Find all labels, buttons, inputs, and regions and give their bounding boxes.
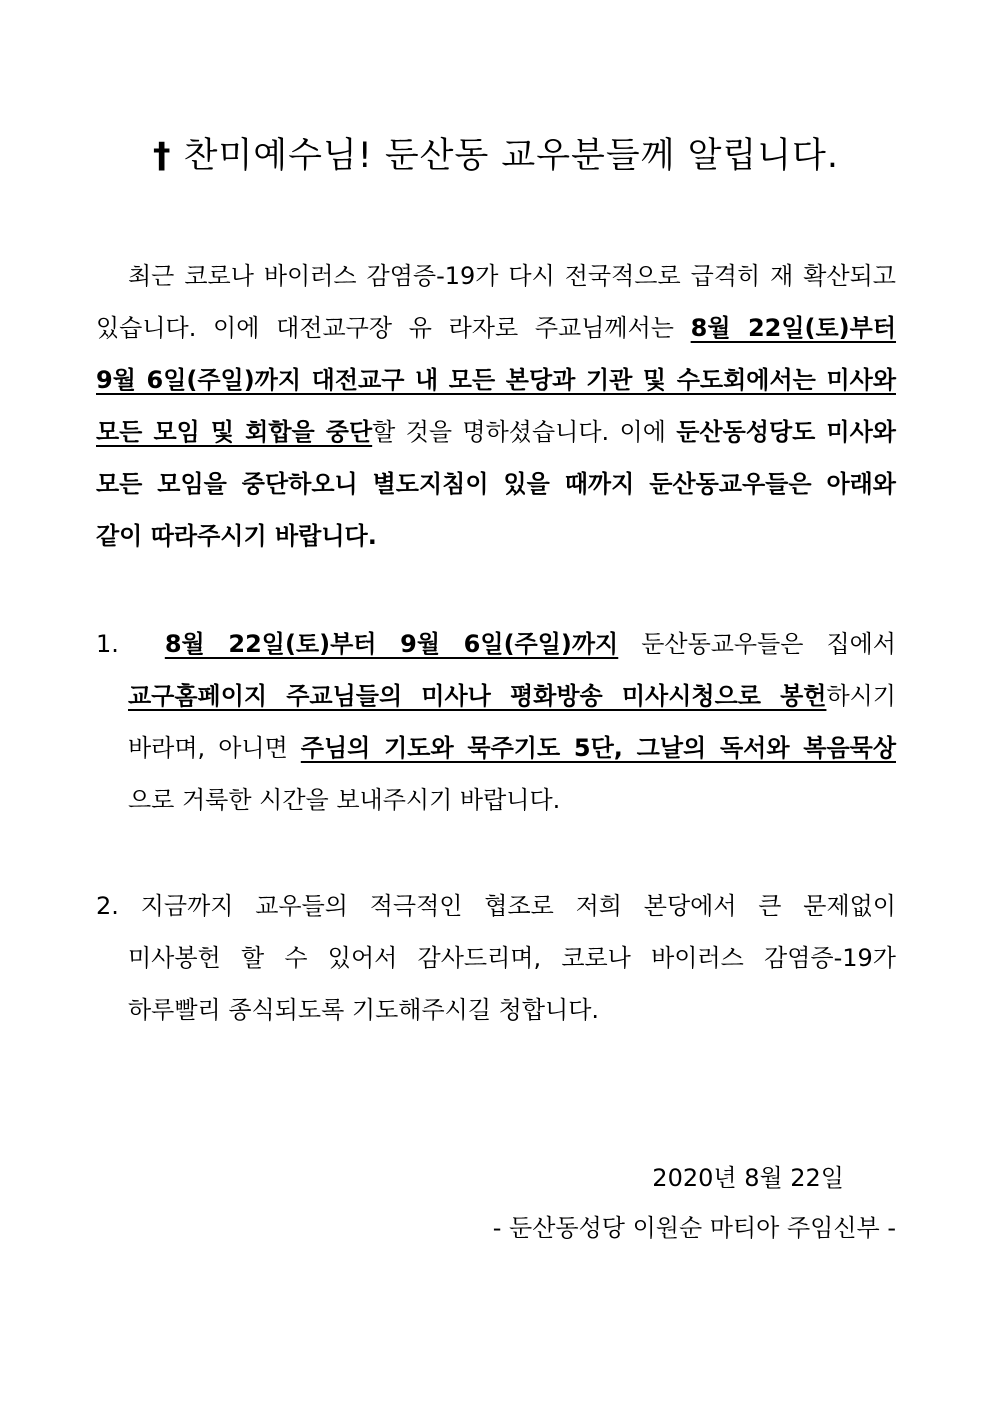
item1-period-highlight: 8월 22일(토)부터 9월 6일(주일)까지: [164, 630, 619, 658]
item2-line-1-text: 지금까지 교우들의 적극적인 협조로 저희 본당에서 큰 문제없이: [140, 892, 896, 920]
cross-icon: †: [153, 136, 172, 176]
item2-line-1: [96, 880, 896, 932]
item1-number: 1.: [96, 630, 119, 658]
intro-line-1: 최근 코로나 바이러스 감염증-19가 다시 전국적으로 급격히 재 확산되고: [128, 262, 896, 290]
title-text: 찬미예수님! 둔산동 교우분들께 알립니다.: [183, 136, 839, 176]
intro-line-6-bold: 같이 따라주시기 바랍니다.: [96, 522, 377, 550]
intro-line-2: [96, 302, 896, 354]
intro-paragraph: [96, 250, 896, 562]
signature: - 둔산동성당 이원순 마티아 주임신부 -: [492, 1214, 896, 1242]
document-date: 2020년 8월 22일: [652, 1164, 844, 1192]
page-title: [0, 128, 992, 178]
intro-line-3-highlight: 9월 6일(주일)까지 대전교구 내 모든 본당과 기관 및 수도회에서는 미사와: [96, 366, 896, 394]
intro-line-2-text: 있습니다. 이에 대전교구장 유 라자로 주교님께서는: [96, 314, 691, 342]
item1-line-1-text: 둔산동교우들은 집에서: [618, 630, 896, 658]
item1-prayer-highlight: 주님의 기도와 묵주기도 5단, 그날의 독서와 복음묵상: [300, 734, 896, 762]
item1-line-2-text: 하시기: [826, 682, 896, 710]
item1-line-3: [96, 722, 896, 774]
item1-line-4: 으로 거룩한 시간을 보내주시기 바랍니다.: [128, 786, 561, 814]
intro-parish-bold: 둔산동성당도 미사와: [676, 418, 896, 446]
item1-line-3-text: 바라며, 아니면: [128, 734, 301, 762]
intro-line-4: [96, 406, 896, 458]
item1-homepage-highlight: 교구홈페이지 주교님들의 미사나 평화방송 미사시청으로 봉헌: [128, 682, 827, 710]
intro-date-start-highlight: 8월 22일(토)부터: [690, 314, 897, 342]
item1-line-1: [96, 618, 896, 670]
item1-line-2: [96, 670, 896, 722]
item2-line-3: 하루빨리 종식되도록 기도해주시길 청합니다.: [128, 996, 600, 1024]
item2-number: 2.: [96, 892, 119, 920]
intro-line-5-bold: 모든 모임을 중단하오니 별도지침이 있을 때까지 둔산동교우들은 아래와: [96, 470, 896, 498]
intro-suspend-highlight: 모든 모임 및 회합을 중단: [96, 418, 373, 446]
list-item-1: [96, 618, 896, 826]
intro-line-4-text: 할 것을 명하셨습니다. 이에: [372, 418, 677, 446]
item2-line-2: 미사봉헌 할 수 있어서 감사드리며, 코로나 바이러스 감염증-19가: [128, 944, 896, 972]
list-item-2: [96, 880, 896, 1036]
